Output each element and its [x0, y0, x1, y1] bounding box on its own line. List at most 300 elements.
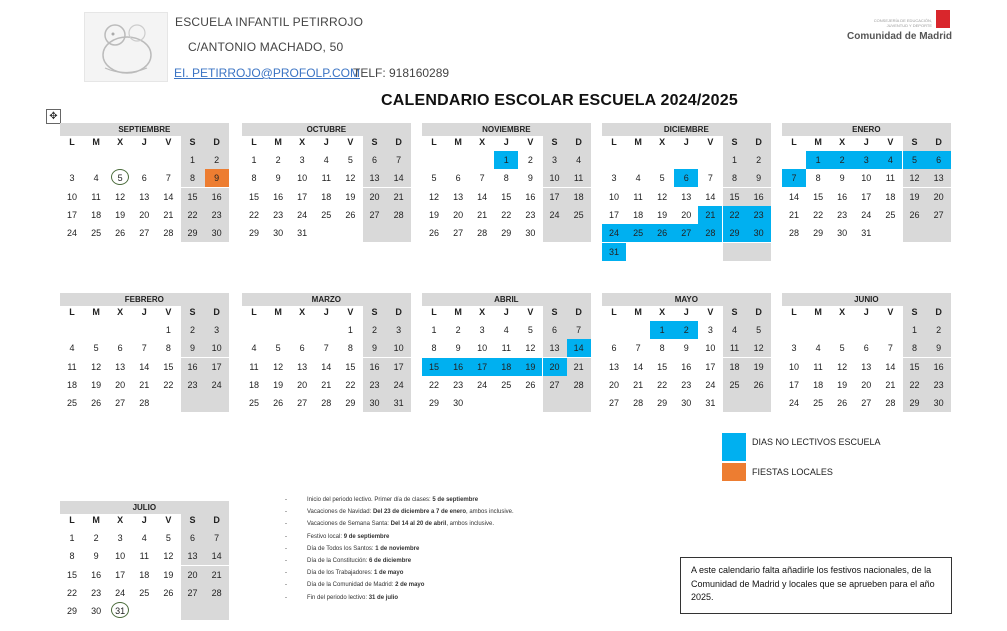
- day-cell: 13: [139, 191, 150, 202]
- note-text: Día de la Comunidad de Madrid:: [307, 582, 396, 589]
- weekday-header: X: [659, 137, 666, 147]
- day-cell: 14: [705, 191, 716, 202]
- day-cell: 23: [681, 379, 692, 390]
- day-cell: 7: [567, 321, 591, 339]
- day-cell: 29: [181, 224, 205, 242]
- day-cell: 22: [657, 379, 668, 390]
- day-cell: 18: [66, 379, 77, 390]
- day-cell: 30: [747, 224, 771, 242]
- day-cell: 31: [387, 394, 411, 412]
- day-cell: 19: [428, 209, 439, 220]
- weekday-header: M: [92, 307, 100, 317]
- day-cell: 9: [181, 339, 205, 357]
- weekday-header: J: [683, 137, 689, 147]
- weekday-header: V: [165, 137, 172, 147]
- day-cell: 11: [91, 191, 101, 202]
- day-cell: 15: [501, 191, 512, 202]
- day-cell: 28: [698, 224, 722, 242]
- day-cell: 31: [602, 243, 626, 261]
- day-cell: 23: [837, 209, 848, 220]
- weekend-background: [181, 394, 205, 412]
- weekday-header: D: [205, 511, 229, 529]
- day-cell: 15: [422, 358, 446, 376]
- month-name: DICIEMBRE: [602, 123, 771, 136]
- day-cell: 24: [477, 379, 488, 390]
- day-cell: 18: [248, 379, 259, 390]
- day-cell: 12: [903, 169, 927, 187]
- weekday-header: L: [431, 137, 437, 147]
- day-cell: 24: [861, 209, 872, 220]
- day-cell: 13: [115, 361, 126, 372]
- day-cell: 13: [453, 191, 464, 202]
- day-cell: 23: [181, 376, 205, 394]
- day-cell: 14: [205, 547, 229, 565]
- day-cell: 7: [387, 151, 411, 169]
- day-cell: 3: [299, 155, 305, 165]
- weekday-header: V: [707, 137, 714, 147]
- day-cell: 13: [363, 169, 387, 187]
- weekday-header: X: [117, 307, 124, 317]
- day-cell: 10: [608, 191, 619, 202]
- day-cell: 25: [91, 228, 102, 239]
- day-cell: 26: [91, 398, 102, 409]
- day-cell: 1: [181, 151, 205, 169]
- day-cell: 18: [567, 188, 591, 206]
- day-cell: 24: [387, 376, 411, 394]
- month-name: FEBRERO: [60, 293, 229, 306]
- day-cell: 9: [683, 343, 689, 354]
- day-cell: 22: [163, 379, 174, 390]
- note-highlight: 5 de septiembre: [432, 497, 479, 503]
- day-cell: 11: [321, 173, 331, 184]
- day-cell: 29: [428, 398, 439, 409]
- day-cell: 24: [115, 587, 126, 598]
- weekday-header: D: [205, 303, 229, 321]
- day-cell: 13: [927, 169, 951, 187]
- day-cell: 23: [747, 206, 771, 224]
- day-cell: 12: [115, 191, 126, 202]
- note-text: Vacaciones de Navidad:: [307, 509, 373, 516]
- day-cell: 12: [428, 191, 439, 202]
- day-cell: 3: [791, 343, 797, 354]
- day-cell: 14: [321, 361, 332, 372]
- day-cell: 12: [657, 191, 668, 202]
- weekend-background: [181, 602, 205, 620]
- day-cell: 25: [626, 224, 650, 242]
- day-cell: 6: [141, 173, 147, 184]
- day-cell: 12: [345, 173, 356, 184]
- day-cell: 17: [115, 569, 126, 580]
- day-cell: 13: [681, 191, 692, 202]
- day-cell: 12: [525, 343, 536, 354]
- month-name: OCTUBRE: [242, 123, 411, 136]
- weekday-header: D: [387, 133, 411, 151]
- day-cell: 22: [813, 209, 824, 220]
- day-cell: 27: [297, 398, 308, 409]
- day-cell: 27: [363, 206, 387, 224]
- day-cell: 3: [387, 321, 411, 339]
- day-cell: 16: [446, 358, 470, 376]
- day-cell: 20: [927, 188, 951, 206]
- day-cell: 18: [885, 191, 896, 202]
- day-cell: 2: [830, 151, 854, 169]
- day-cell: 16: [273, 191, 284, 202]
- day-cell: 19: [345, 191, 356, 202]
- day-cell: 21: [139, 379, 150, 390]
- day-cell: 29: [813, 228, 824, 239]
- day-cell: 6: [181, 529, 205, 547]
- note-text: Festivo local:: [307, 533, 344, 540]
- day-cell: 1: [494, 151, 518, 169]
- day-cell: 14: [633, 361, 644, 372]
- day-cell: 30: [525, 228, 536, 239]
- day-cell: 31: [108, 602, 132, 620]
- day-cell: 27: [608, 398, 619, 409]
- day-cell: 2: [181, 321, 205, 339]
- day-cell: 21: [567, 358, 591, 376]
- day-cell: 21: [885, 379, 896, 390]
- note-item: [285, 518, 585, 530]
- weekday-header: S: [903, 303, 927, 321]
- day-cell: 15: [903, 358, 927, 376]
- day-cell: 10: [115, 551, 126, 562]
- day-cell: 8: [659, 343, 665, 354]
- day-cell: 11: [723, 339, 747, 357]
- day-cell: 22: [345, 379, 356, 390]
- weekday-header: J: [863, 307, 869, 317]
- school-address: C/ANTONIO MACHADO, 50: [188, 40, 344, 54]
- note-after: , ambos inclusive.: [446, 521, 495, 528]
- day-cell: 28: [139, 398, 150, 409]
- day-cell: 4: [723, 321, 747, 339]
- day-cell: 19: [115, 209, 126, 220]
- day-cell: 7: [887, 343, 893, 354]
- day-cell: 25: [501, 379, 512, 390]
- table-move-handle-icon[interactable]: ✥: [46, 109, 61, 124]
- month-enero: [782, 123, 951, 253]
- day-cell: 11: [139, 551, 149, 562]
- day-cell: 30: [927, 394, 951, 412]
- day-cell: 23: [453, 379, 464, 390]
- day-cell: 15: [723, 188, 747, 206]
- day-cell: 17: [788, 379, 799, 390]
- weekday-header: S: [723, 303, 747, 321]
- day-cell: 21: [205, 566, 229, 584]
- page-title: CALENDARIO ESCOLAR ESCUELA 2024/2025: [381, 92, 738, 109]
- day-cell: 9: [93, 551, 99, 562]
- month-name: ENERO: [782, 123, 951, 136]
- day-cell: 8: [815, 173, 821, 184]
- day-cell: 29: [903, 394, 927, 412]
- weekday-header: D: [747, 133, 771, 151]
- note-highlight: Del 14 al 20 de abril: [390, 521, 447, 528]
- note-highlight: 2 de mayo: [395, 582, 425, 589]
- day-cell: 20: [139, 209, 150, 220]
- weekday-header: J: [503, 137, 509, 147]
- day-cell: 9: [527, 173, 533, 184]
- weekday-header: M: [274, 307, 282, 317]
- bullet-dash: -: [285, 570, 287, 577]
- day-cell: 8: [347, 343, 353, 354]
- weekday-header: X: [479, 307, 486, 317]
- day-cell: 15: [248, 191, 259, 202]
- day-cell: 29: [66, 606, 77, 617]
- day-cell: 23: [273, 209, 284, 220]
- day-cell: 20: [363, 188, 387, 206]
- note-item: [285, 555, 585, 567]
- bullet-dash: -: [285, 545, 287, 552]
- day-cell: 28: [163, 228, 174, 239]
- day-cell: 25: [723, 376, 747, 394]
- weekday-header: S: [363, 133, 387, 151]
- day-cell: 30: [91, 606, 102, 617]
- day-cell: 31: [861, 228, 872, 239]
- day-cell: 3: [205, 321, 229, 339]
- weekday-header: S: [903, 133, 927, 151]
- weekday-header: S: [363, 303, 387, 321]
- day-cell: 20: [453, 209, 464, 220]
- weekday-header: X: [479, 137, 486, 147]
- day-cell: 6: [611, 343, 617, 354]
- day-cell: 30: [363, 394, 387, 412]
- weekday-header: D: [567, 133, 591, 151]
- weekday-header: V: [165, 307, 172, 317]
- day-cell: 22: [428, 379, 439, 390]
- day-cell: 22: [66, 587, 77, 598]
- note-highlight: 6 de diciembre: [369, 557, 412, 564]
- weekday-header: J: [141, 307, 147, 317]
- day-cell: 11: [501, 343, 511, 354]
- weekday-header: X: [299, 137, 306, 147]
- weekend-background: [543, 394, 567, 412]
- month-marzo: [242, 293, 411, 423]
- day-cell: 1: [431, 325, 437, 335]
- day-cell: 28: [205, 584, 229, 602]
- day-cell: 6: [927, 151, 951, 169]
- weekday-header: D: [747, 303, 771, 321]
- day-cell: 19: [273, 379, 284, 390]
- day-cell: 7: [165, 173, 171, 184]
- note-item: [285, 543, 585, 555]
- day-cell: 1: [69, 533, 75, 543]
- school-phone: TELF: 918160289: [353, 66, 450, 80]
- day-cell: 14: [477, 191, 488, 202]
- day-cell: 16: [747, 188, 771, 206]
- day-cell: 28: [633, 398, 644, 409]
- day-cell: 26: [650, 224, 674, 242]
- day-cell: 21: [633, 379, 644, 390]
- day-cell: 29: [501, 228, 512, 239]
- note-text: Día de los Trabajadores:: [307, 570, 375, 577]
- weekday-header: V: [347, 137, 354, 147]
- day-cell: 8: [723, 169, 747, 187]
- day-cell: 27: [453, 228, 464, 239]
- weekend-background: [387, 224, 411, 242]
- note-text: Día de Todos los Santos:: [307, 545, 376, 552]
- day-cell: 3: [479, 325, 485, 335]
- notes-list: [285, 494, 585, 604]
- day-cell: 1: [903, 321, 927, 339]
- bullet-dash: -: [285, 509, 287, 516]
- day-cell: 15: [66, 569, 77, 580]
- day-cell: 1: [806, 151, 830, 169]
- day-cell: 20: [608, 379, 619, 390]
- weekday-header: J: [323, 137, 329, 147]
- weekday-header: V: [527, 137, 534, 147]
- day-cell: 25: [66, 398, 77, 409]
- weekday-header: J: [141, 137, 147, 147]
- day-cell: 17: [66, 209, 77, 220]
- day-cell: 9: [747, 169, 771, 187]
- month-name: JUNIO: [782, 293, 951, 306]
- weekend-background: [205, 602, 229, 620]
- day-cell: 2: [363, 321, 387, 339]
- day-cell: 10: [788, 361, 799, 372]
- weekday-header: M: [814, 137, 822, 147]
- month-octubre: [242, 123, 411, 253]
- day-cell: 2: [927, 321, 951, 339]
- legend-label: DIAS NO LECTIVOS ESCUELA: [752, 437, 881, 447]
- day-cell: 5: [527, 325, 533, 335]
- day-cell: 3: [543, 151, 567, 169]
- day-cell: 16: [525, 191, 536, 202]
- day-cell: 5: [659, 173, 665, 184]
- note-item: [285, 567, 585, 579]
- weekday-header: L: [611, 307, 617, 317]
- day-cell: 4: [878, 151, 902, 169]
- day-cell: 26: [837, 398, 848, 409]
- day-cell: 11: [633, 191, 643, 202]
- note-item: [285, 531, 585, 543]
- day-cell: 20: [861, 379, 872, 390]
- day-cell: 5: [93, 343, 99, 354]
- day-cell: 8: [181, 169, 205, 187]
- weekday-header: L: [431, 307, 437, 317]
- bullet-dash: -: [285, 497, 287, 503]
- weekday-header: D: [387, 303, 411, 321]
- note-highlight: Del 23 de diciembre a 7 de enero: [372, 509, 466, 516]
- day-cell: 25: [813, 398, 824, 409]
- day-cell: 22: [248, 209, 259, 220]
- day-cell: 11: [67, 361, 77, 372]
- day-cell: 27: [115, 398, 126, 409]
- day-cell: 5: [747, 321, 771, 339]
- day-cell: 27: [543, 376, 567, 394]
- weekday-header: V: [707, 307, 714, 317]
- day-cell: 1: [165, 325, 171, 335]
- day-cell: 10: [205, 339, 229, 357]
- note-text: Día de la Constitución:: [307, 557, 370, 564]
- day-cell: 21: [163, 209, 174, 220]
- month-junio: [782, 293, 951, 423]
- weekend-background: [903, 224, 927, 242]
- day-cell: 24: [297, 209, 308, 220]
- day-cell: 23: [91, 587, 102, 598]
- weekday-header: D: [927, 303, 951, 321]
- day-cell: 3: [707, 325, 713, 335]
- day-cell: 17: [705, 361, 716, 372]
- weekday-header: S: [543, 303, 567, 321]
- day-cell: 9: [363, 339, 387, 357]
- day-cell: 12: [163, 551, 174, 562]
- day-cell: 7: [782, 169, 806, 187]
- day-cell: 15: [657, 361, 668, 372]
- day-cell: 8: [903, 339, 927, 357]
- weekend-background: [747, 394, 771, 412]
- day-cell: 26: [747, 376, 771, 394]
- day-cell: 30: [837, 228, 848, 239]
- weekend-background: [747, 243, 771, 261]
- note-text: Vacaciones de Semana Santa:: [307, 521, 391, 528]
- month-abril: [422, 293, 591, 423]
- day-cell: 4: [93, 173, 99, 184]
- month-febrero: [60, 293, 229, 423]
- day-cell: 12: [747, 339, 771, 357]
- weekend-background: [567, 224, 591, 242]
- weekday-header: X: [117, 515, 124, 525]
- day-cell: 20: [115, 379, 126, 390]
- day-cell: 14: [139, 361, 150, 372]
- day-cell: 12: [91, 361, 102, 372]
- day-cell: 21: [477, 209, 488, 220]
- day-cell: 21: [387, 188, 411, 206]
- day-cell: 26: [428, 228, 439, 239]
- day-cell: 16: [681, 361, 692, 372]
- day-cell: 2: [455, 325, 461, 335]
- weekend-background: [723, 394, 747, 412]
- day-cell: 5: [275, 343, 281, 354]
- day-cell: 18: [139, 569, 150, 580]
- day-cell: 26: [345, 209, 356, 220]
- day-cell: 25: [885, 209, 896, 220]
- day-cell: 6: [455, 173, 461, 184]
- weekday-header: V: [887, 137, 894, 147]
- weekday-header: X: [659, 307, 666, 317]
- weekday-header: J: [323, 307, 329, 317]
- weekday-header: J: [683, 307, 689, 317]
- day-cell: 11: [885, 173, 896, 184]
- day-cell: 22: [501, 209, 512, 220]
- day-cell: 24: [602, 224, 626, 242]
- day-cell: 30: [205, 224, 229, 242]
- day-cell: 4: [503, 325, 509, 335]
- weekday-header: X: [117, 137, 124, 147]
- month-mayo: [602, 293, 771, 423]
- day-cell: 24: [66, 228, 77, 239]
- day-cell: 12: [837, 361, 848, 372]
- weekday-header: M: [814, 307, 822, 317]
- note-after: , ambos inclusive.: [465, 509, 514, 516]
- day-cell: 14: [788, 191, 799, 202]
- day-cell: 2: [205, 151, 229, 169]
- day-cell: 19: [163, 569, 174, 580]
- weekday-header: L: [251, 137, 257, 147]
- school-email-link[interactable]: EI. PETIRROJO@PROFOLP.COM: [174, 66, 360, 80]
- day-cell: 4: [567, 151, 591, 169]
- day-cell: 17: [543, 188, 567, 206]
- day-cell: 27: [674, 224, 698, 242]
- day-cell: 29: [657, 398, 668, 409]
- month-septiembre: [60, 123, 229, 253]
- day-cell: 3: [611, 173, 617, 184]
- day-cell: 6: [543, 321, 567, 339]
- day-cell: 18: [321, 191, 332, 202]
- day-cell: 28: [387, 206, 411, 224]
- day-cell: 22: [723, 206, 747, 224]
- day-cell: 3: [854, 151, 878, 169]
- day-cell: 26: [163, 587, 174, 598]
- day-cell: 14: [387, 169, 411, 187]
